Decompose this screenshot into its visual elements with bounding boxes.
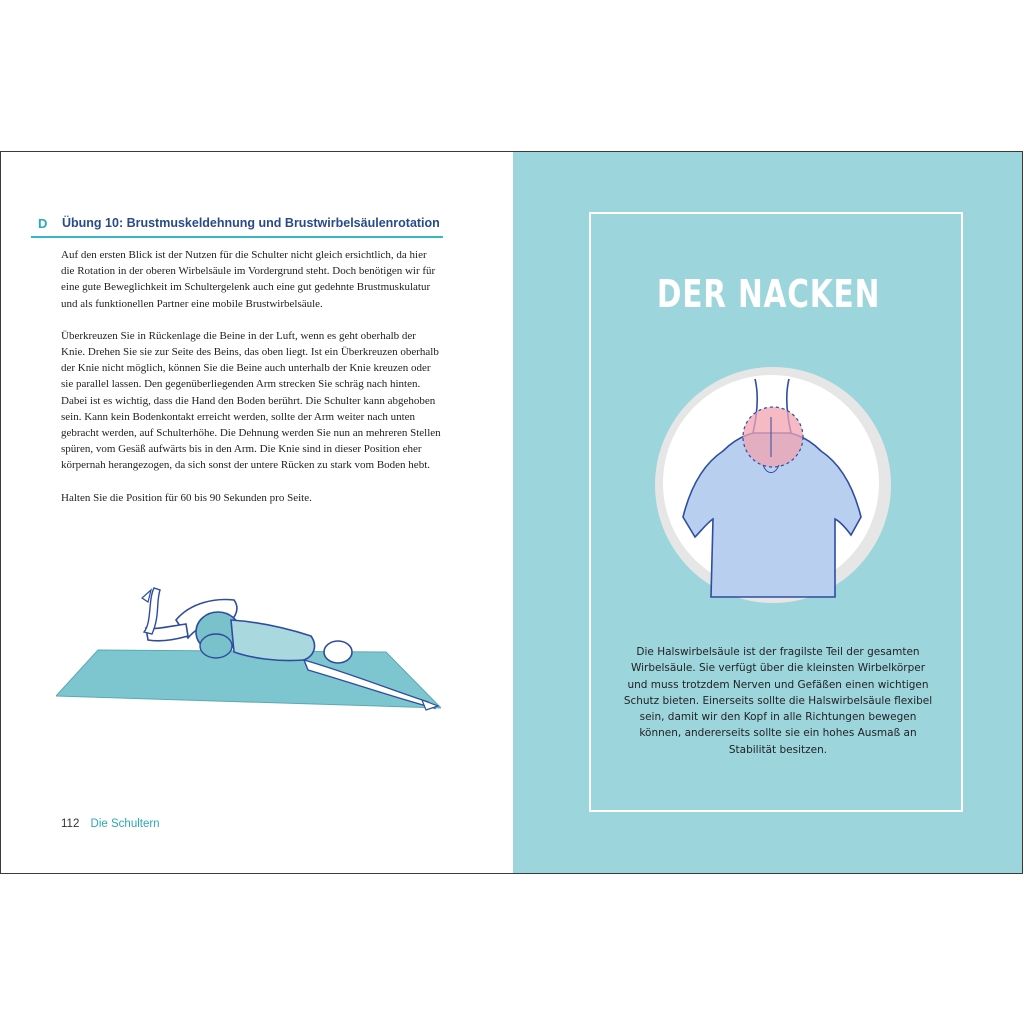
exercise-heading <box>31 216 443 238</box>
caption-text: Die Halswirbelsäule ist der fragilste Teil der gesamten Wirbelsäule. Sie verfügt über die kleinsten Wirbelkörper und muss trotzdem Nerven und Gefäßen einen wichtigen Schutz bieten. Einerseits sollte die Halswirbelsäule flexibel sein, damit wir den Kopf in alle Richtungen bewegen können, andererseits sollte sie ein hohes Ausmaß an Stabilität besitzen. <box>623 646 933 756</box>
exercise-illustration <box>56 580 441 725</box>
paragraph-3: Halten Sie die Position für 60 bis 90 Sekunden pro Seite. <box>61 491 312 504</box>
page-footer <box>61 818 160 830</box>
paragraph-1: Auf den ersten Blick ist der Nutzen für die Schulter nicht gleich ersichtlich, da hier die Rotation in der oberen Wirbelsäule im Vordergrund steht. Doch benötigen wir für eine gute Beweglichkeit im Schultergelenk auch eine gut gedehnte Brustmuskulatur und als funktionellen Partner eine mobile Brustwirbelsäule. <box>61 249 436 310</box>
book-spread <box>0 151 1023 874</box>
page-number: 112 <box>61 818 80 830</box>
paragraph-2: Überkreuzen Sie in Rückenlage die Beine in der Luft, wenn es geht oberhalb der Knie. Drehen Sie sie zur Seite des Beins, das oben liegt. Ist ein Überkreuzen oberhalb der Knie nicht möglich, können Sie die Beine auch unterhalb der Knie kreuzen oder sie parallel lassen. Den gegenüberliegenden Arm strecken Sie schräg nach hinten. Dabei ist es wichtig, dass die Hand den Boden berührt. Die Schulter kann abgehoben sein. Kann kein Bodenkontakt erreicht werden, sollte der Arm weiter nach unten gebracht werden, auf Schulterhöhe. Die Dehnung werden Sie nun an mehreren Stellen spüren, vom Gesäß aufwärts bis in den Arm. Die Knie sind in dieser Position eher körpernah herangezogen, da sich sonst der untere Rücken zu stark vom Boden hebt. <box>61 329 441 472</box>
left-page <box>1 152 513 873</box>
right-page <box>513 152 1023 873</box>
neck-illustration <box>643 365 903 605</box>
chapter-title: DER NACKEN <box>656 272 881 316</box>
body-text <box>61 247 441 522</box>
heading-title: Übung 10: Brustmuskeldehnung und Brustwirbelsäulenrotation <box>62 216 440 230</box>
section-name: Die Schultern <box>90 818 160 830</box>
section-letter: D <box>38 216 48 231</box>
